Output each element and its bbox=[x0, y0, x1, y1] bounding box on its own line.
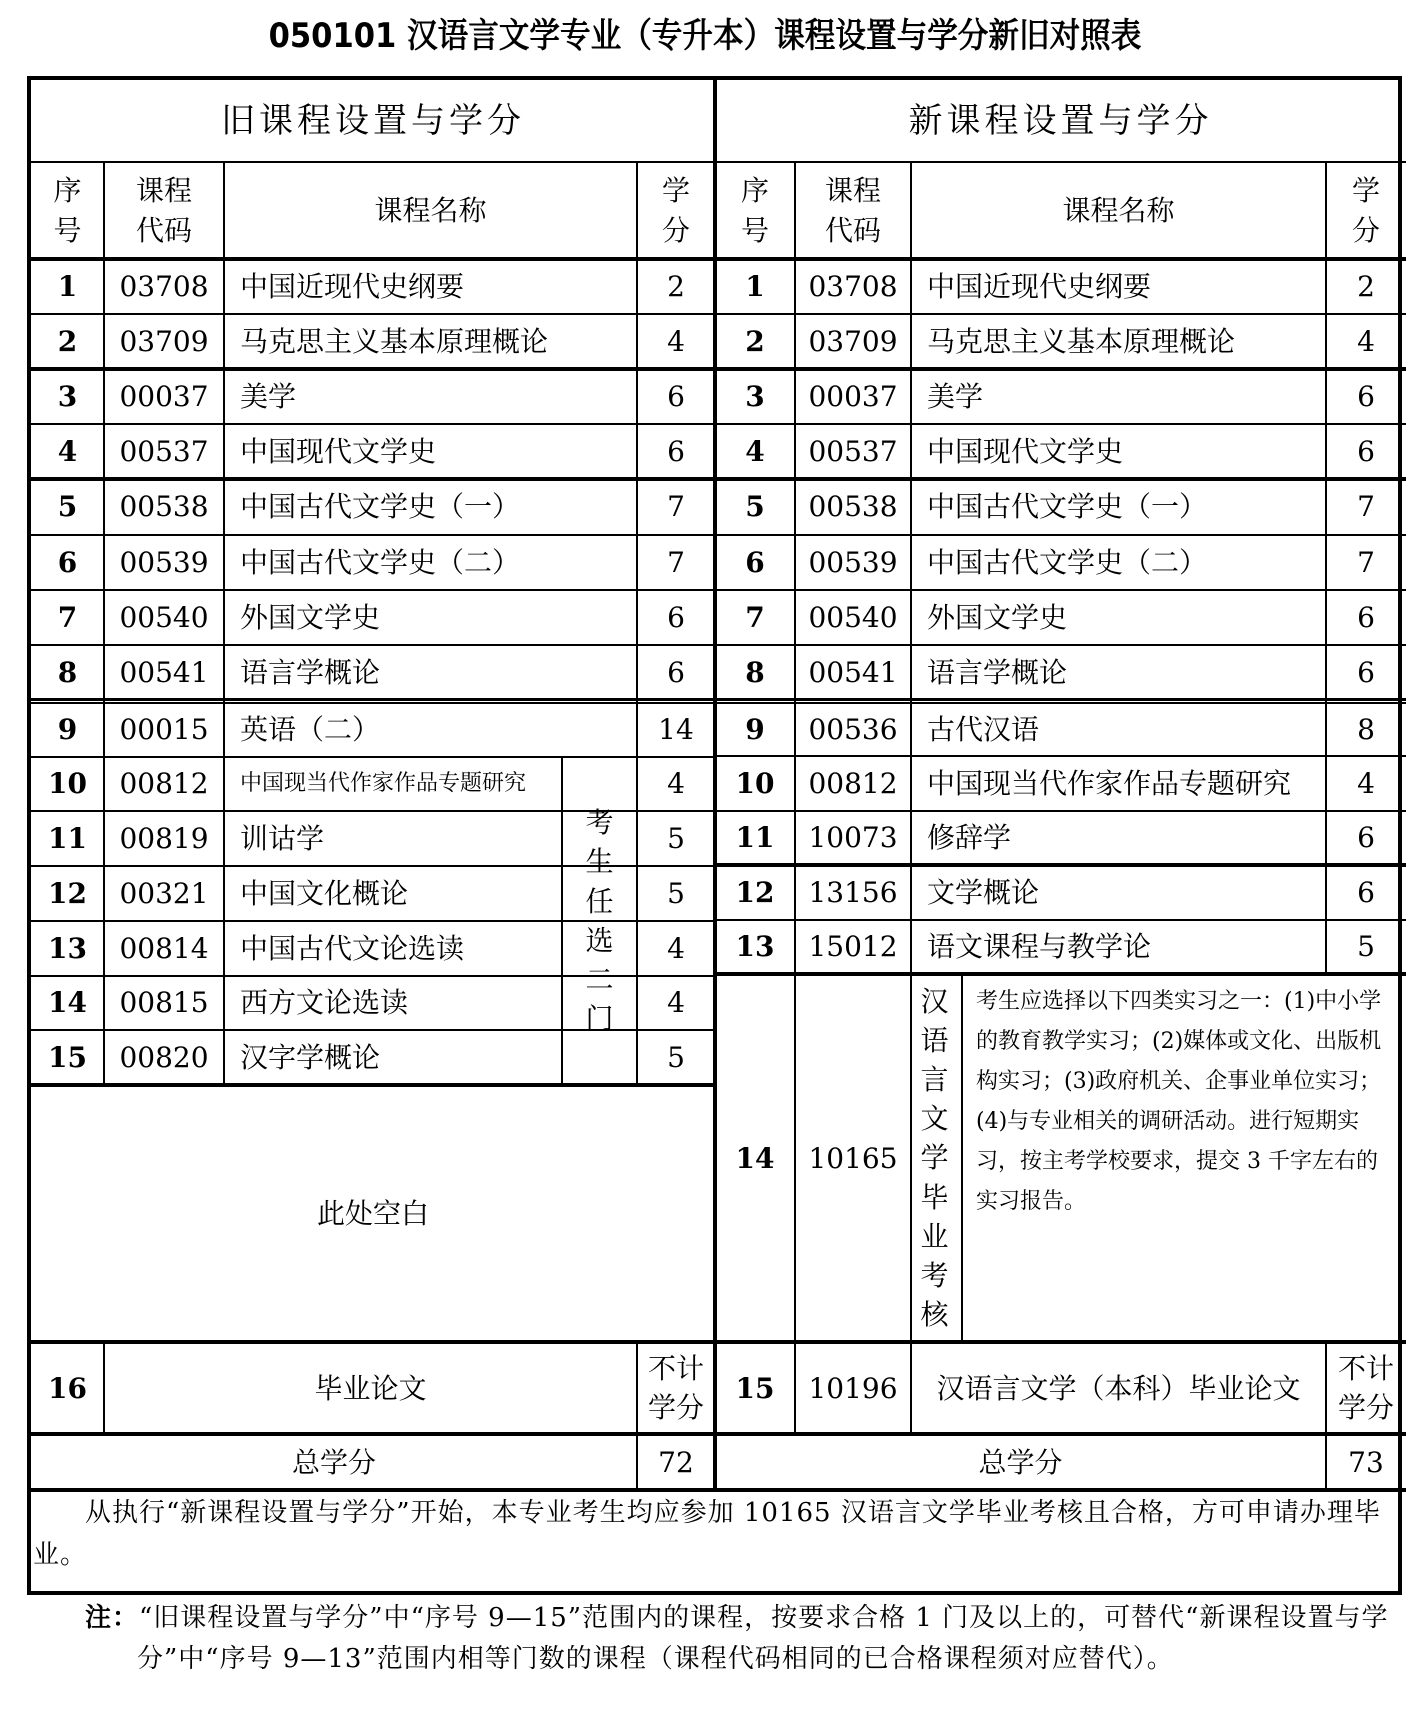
new-row-seq: 9 bbox=[745, 712, 765, 746]
new-row-name: 外国文学史 bbox=[927, 600, 1068, 634]
old-row-name: 马克思主义基本原理概论 bbox=[240, 325, 549, 359]
old-row-code: 00037 bbox=[119, 380, 209, 414]
old-row15-divider bbox=[31, 1083, 715, 1087]
column-divider bbox=[103, 1342, 105, 1434]
old-row-seq: 10 bbox=[48, 767, 87, 801]
new-row-name: 文学概论 bbox=[927, 875, 1040, 909]
new-row-name: 中国现代文学史 bbox=[927, 435, 1124, 469]
old-row-seq: 15 bbox=[48, 1041, 87, 1075]
page-title: 050101 汉语言文学专业（专升本）课程设置与学分新旧对照表 bbox=[268, 16, 1142, 56]
new-header-credits: 学 分 bbox=[1351, 174, 1380, 247]
new-row-name: 修辞学 bbox=[927, 821, 1012, 855]
old-total-value: 72 bbox=[658, 1445, 694, 1479]
new-row-seq: 7 bbox=[745, 600, 765, 634]
new-thesis-credits: 不计 学分 bbox=[1337, 1351, 1394, 1424]
column-divider bbox=[794, 162, 796, 1434]
new-assessment-description: 考生应选择以下四类实习之一：(1)中小学的教育教学实习；(2)媒体或文化、出版机构实习；(3)政府机关、企事业单位实习；(4)与专业相关的调研活动。进行短期实习，按主考学校要求，提交 3 千字左右的实习报告。 bbox=[976, 989, 1382, 1214]
old-row-credits: 5 bbox=[667, 1041, 685, 1075]
column-divider bbox=[223, 162, 225, 1085]
new-row-code: 03709 bbox=[808, 325, 898, 359]
new-row-seq: 4 bbox=[745, 435, 765, 469]
column-divider bbox=[636, 1342, 638, 1490]
new-row-code: 00812 bbox=[808, 766, 898, 800]
old-row-seq: 9 bbox=[57, 712, 78, 746]
new-row-seq: 3 bbox=[745, 380, 765, 414]
old-row-code: 00541 bbox=[119, 655, 209, 689]
column-divider bbox=[1325, 1342, 1327, 1490]
old-blank-area: 此处空白 bbox=[316, 1197, 429, 1230]
old-thesis-credits: 不计 学分 bbox=[647, 1351, 704, 1424]
new-row-credits: 6 bbox=[1357, 875, 1375, 909]
old-header-seq: 序 号 bbox=[53, 174, 82, 247]
bottom-note: 从执行“新课程设置与学分”开始，本专业考生均应参加 10165 汉语言文学毕业考核且合格，方可申请办理毕业。 bbox=[33, 1498, 1381, 1570]
footnote bbox=[85, 1598, 1410, 1680]
new-thesis-seq: 15 bbox=[735, 1371, 775, 1405]
new-row-code: 00539 bbox=[808, 545, 898, 579]
new-thesis-code: 10196 bbox=[808, 1371, 898, 1405]
old-row-credits: 6 bbox=[667, 380, 685, 414]
old-row-code: 00815 bbox=[119, 986, 209, 1020]
new-row-seq: 2 bbox=[745, 325, 765, 359]
new-header-seq: 序 号 bbox=[740, 174, 769, 247]
column-divider bbox=[636, 162, 638, 1085]
old-row-credits: 6 bbox=[667, 435, 685, 469]
new-row-credits: 6 bbox=[1357, 380, 1375, 414]
new-row-seq: 13 bbox=[735, 930, 775, 964]
old-row-name: 中国现代文学史 bbox=[240, 435, 437, 469]
description-divider bbox=[961, 974, 963, 1342]
old-row-seq: 1 bbox=[57, 270, 78, 304]
new-row-seq: 6 bbox=[745, 545, 765, 579]
new-assessment-name: 汉语言 文学毕 业考核 bbox=[920, 984, 953, 1332]
new-row-credits: 8 bbox=[1357, 712, 1375, 746]
new-row-credits: 4 bbox=[1357, 766, 1375, 800]
old-row-code: 00819 bbox=[119, 822, 209, 856]
old-row-credits: 14 bbox=[658, 712, 694, 746]
new-row-code: 00037 bbox=[808, 380, 898, 414]
new-row-credits: 4 bbox=[1357, 325, 1375, 359]
new-row-name: 中国近现代史纲要 bbox=[927, 270, 1152, 304]
old-row-code: 03708 bbox=[119, 270, 209, 304]
old-row-seq: 4 bbox=[57, 435, 78, 469]
old-row-name: 外国文学史 bbox=[240, 600, 381, 634]
old-row-code: 00812 bbox=[119, 767, 209, 801]
new-row-code: 00536 bbox=[808, 712, 898, 746]
new-row-credits: 5 bbox=[1357, 930, 1375, 964]
old-row-credits: 4 bbox=[667, 986, 685, 1020]
old-elective-note: 考 生 任 选 二 门 bbox=[585, 806, 614, 1036]
new-row-name: 语言学概论 bbox=[927, 655, 1068, 689]
new-row-code: 10073 bbox=[808, 821, 898, 855]
new-row-seq: 10 bbox=[735, 766, 775, 800]
old-row-seq: 3 bbox=[57, 380, 78, 414]
old-row-code: 00538 bbox=[119, 490, 209, 524]
new-row-code: 13156 bbox=[808, 875, 898, 909]
old-row-seq: 2 bbox=[57, 325, 78, 359]
thesis-top-divider bbox=[31, 1340, 1406, 1344]
comparison-table bbox=[27, 76, 1402, 1595]
old-row-name: 语言学概论 bbox=[240, 655, 381, 689]
old-row-name: 西方文论选读 bbox=[240, 986, 409, 1020]
center-divider bbox=[713, 80, 717, 1490]
new-row-name: 中国古代文学史（二） bbox=[927, 545, 1208, 579]
old-row-name: 汉字学概论 bbox=[240, 1041, 381, 1075]
old-row-seq: 12 bbox=[48, 876, 87, 910]
old-row-seq: 6 bbox=[57, 545, 78, 579]
column-divider bbox=[103, 162, 105, 1085]
old-row-seq: 8 bbox=[57, 655, 78, 689]
new-row-seq: 1 bbox=[745, 270, 765, 304]
new-row-seq: 12 bbox=[735, 875, 775, 909]
footnote-text: “旧课程设置与学分”中“序号 9—15”范围内的课程，按要求合格 1 门及以上的，可替代“新课程设置与学分”中“序号 9—13”范围内相等门数的课程（课程代码相同的已合格课程须对应替代）。 bbox=[137, 1603, 1389, 1674]
old-row-credits: 5 bbox=[667, 876, 685, 910]
old-row-code: 00321 bbox=[119, 876, 209, 910]
old-row-code: 00015 bbox=[119, 712, 209, 746]
new-section-title: 新课程设置与学分 bbox=[908, 100, 1213, 141]
old-total-label: 总学分 bbox=[291, 1445, 376, 1479]
total-top-divider bbox=[31, 1432, 1406, 1436]
old-thesis-name: 毕业论文 bbox=[314, 1371, 427, 1405]
new-row-code: 00537 bbox=[808, 435, 898, 469]
new-row-credits: 2 bbox=[1357, 270, 1375, 304]
old-row-credits: 7 bbox=[667, 490, 685, 524]
old-row-name: 中国古代文学史（一） bbox=[240, 490, 521, 524]
new-row-code: 03708 bbox=[808, 270, 898, 304]
new-row-name: 美学 bbox=[927, 380, 984, 414]
new-row-code: 00541 bbox=[808, 655, 898, 689]
new-row-code: 00540 bbox=[808, 600, 898, 634]
old-row-seq: 7 bbox=[57, 600, 78, 634]
old-row-code: 00539 bbox=[119, 545, 209, 579]
new-row-name: 中国古代文学史（一） bbox=[927, 490, 1208, 524]
new-row-seq: 8 bbox=[745, 655, 765, 689]
old-row-name: 训诂学 bbox=[240, 822, 325, 856]
new-header-code: 课程 代码 bbox=[824, 174, 881, 247]
column-divider bbox=[910, 162, 912, 1434]
new-total-value: 73 bbox=[1348, 1445, 1384, 1479]
old-row-credits: 4 bbox=[667, 325, 685, 359]
section-header-divider bbox=[31, 161, 1406, 163]
old-row-name: 中国古代文论选读 bbox=[240, 931, 465, 965]
new-row-credits: 6 bbox=[1357, 655, 1375, 689]
new-total-label: 总学分 bbox=[978, 1445, 1063, 1479]
old-header-code: 课程 代码 bbox=[135, 174, 192, 247]
old-row-name: 英语（二） bbox=[240, 712, 381, 746]
old-row-seq: 5 bbox=[57, 490, 78, 524]
new-row-credits: 6 bbox=[1357, 600, 1375, 634]
new-row13-divider bbox=[715, 972, 1406, 976]
old-row-credits: 2 bbox=[667, 270, 685, 304]
old-row-code: 00537 bbox=[119, 435, 209, 469]
old-row-name: 中国古代文学史（二） bbox=[240, 545, 521, 579]
old-row-name: 美学 bbox=[240, 380, 297, 414]
old-row-name: 中国近现代史纲要 bbox=[240, 270, 465, 304]
old-row-credits: 5 bbox=[667, 822, 685, 856]
new-row-name: 马克思主义基本原理概论 bbox=[927, 325, 1236, 359]
old-row-code: 00540 bbox=[119, 600, 209, 634]
group-divider-a bbox=[31, 698, 1406, 700]
new-header-name: 课程名称 bbox=[1062, 194, 1175, 227]
group-divider-b bbox=[31, 702, 1406, 704]
new-row-credits: 6 bbox=[1357, 435, 1375, 469]
old-thesis-seq: 16 bbox=[48, 1371, 87, 1405]
old-row-credits: 6 bbox=[667, 655, 685, 689]
new-row-seq: 11 bbox=[735, 821, 775, 855]
old-row-seq: 13 bbox=[48, 931, 87, 965]
new-row-name: 中国现当代作家作品专题研究 bbox=[927, 766, 1292, 800]
new-row-credits: 6 bbox=[1357, 821, 1375, 855]
old-row-name: 中国现当代作家作品专题研究 bbox=[240, 771, 527, 797]
old-row-credits: 4 bbox=[667, 931, 685, 965]
old-row-name: 中国文化概论 bbox=[240, 876, 409, 910]
old-row-seq: 11 bbox=[48, 822, 87, 856]
old-header-credits: 学 分 bbox=[661, 174, 690, 247]
new-row-credits: 7 bbox=[1357, 490, 1375, 524]
new-row-seq: 5 bbox=[745, 490, 765, 524]
old-row-code: 00820 bbox=[119, 1041, 209, 1075]
new-row-code: 00538 bbox=[808, 490, 898, 524]
old-row-credits: 4 bbox=[667, 767, 685, 801]
new-assessment-code: 10165 bbox=[808, 1141, 898, 1175]
footnote-label: 注： bbox=[85, 1603, 140, 1633]
old-row-code: 03709 bbox=[119, 325, 209, 359]
old-row-credits: 7 bbox=[667, 545, 685, 579]
new-row-name: 古代汉语 bbox=[927, 712, 1040, 746]
old-row-code: 00814 bbox=[119, 931, 209, 965]
new-row-name: 语文课程与教学论 bbox=[927, 930, 1152, 964]
old-section-title: 旧课程设置与学分 bbox=[221, 100, 525, 141]
new-thesis-name: 汉语言文学（本科）毕业论文 bbox=[936, 1371, 1301, 1405]
elective-divider bbox=[561, 757, 563, 1085]
old-row-credits: 6 bbox=[667, 600, 685, 634]
new-assessment-seq: 14 bbox=[735, 1141, 775, 1175]
new-row-code: 15012 bbox=[808, 930, 898, 964]
old-header-name: 课程名称 bbox=[374, 194, 487, 227]
old-row-seq: 14 bbox=[48, 986, 87, 1020]
column-divider bbox=[1325, 162, 1327, 974]
new-row-credits: 7 bbox=[1357, 545, 1375, 579]
header-bottom-divider bbox=[31, 257, 1406, 261]
